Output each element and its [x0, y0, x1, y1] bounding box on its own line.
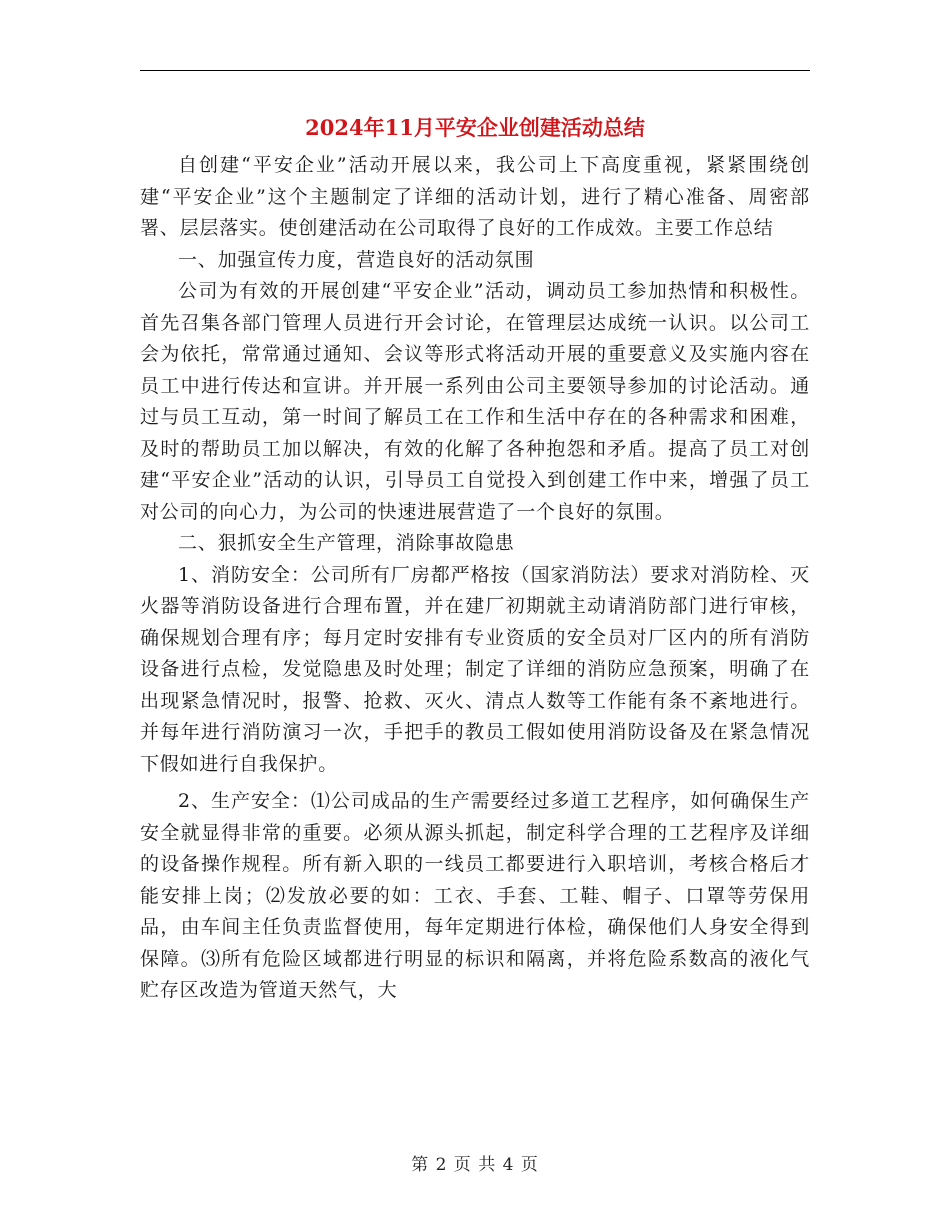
page-number: 第 2 页 共 4 页 [411, 1155, 539, 1175]
body-paragraph: 1、消防安全：公司所有厂房都严格按（国家消防法）要求对消防栓、灭火器等消防设备进行合理布置，并在建厂初期就主动请消防部门进行审核，确保规划合理有序；每月定时安排有专业资质的安全员对厂区内的所有消防设备进行点检，发觉隐患及时处理；制定了详细的消防应急预案，明确了在出现紧急情况时，报警、抢救、灭火、清点人数等工作能有条不紊地进行。并每年进行消防演习一次，手把手的教员工假如使用消防设备及在紧急情况下假如进行自我保护。 [140, 563, 810, 775]
body-paragraph: 公司为有效的开展创建“平安企业”活动，调动员工参加热情和积极性。首先召集各部门管理人员进行开会讨论，在管理层达成统一认识。以公司工会为依托，常常通过通知、会议等形式将活动开展的重要意义及实施内容在员工中进行传达和宣讲。并开展一系列由公司主要领导参加的讨论活动。通过与员工互动，第一时间了解员工在工作和生活中存在的各种需求和困难，及时的帮助员工加以解决，有效的化解了各种抱怨和矛盾。提高了员工对创建“平安企业”活动的认识，引导员工自觉投入到创建工作中来，增强了员工对公司的向心力，为公司的快速进展营造了一个良好的氛围。 [140, 280, 810, 523]
document-title: 2024年11月平安企业创建活动总结 [305, 115, 645, 140]
header-rule [140, 70, 810, 71]
document-body [140, 150, 810, 1007]
body-paragraph: 2、生产安全：⑴公司成品的生产需要经过多道工艺程序，如何确保生产安全就显得非常的重要。必须从源头抓起，制定科学合理的工艺程序及详细的设备操作规程。所有新入职的一线员工都要进行入职培训，考核合格后才能安排上岗；⑵发放必要的如：工衣、手套、工鞋、帽子、口罩等劳保用品，由车间主任负责监督使用，每年定期进行体检，确保他们人身安全得到保障。⑶所有危险区域都进行明显的标识和隔离，并将危险系数高的液化气贮存区改造为管道天然气，大 [140, 790, 810, 1001]
section-heading-1: 一、加强宣传力度，营造良好的活动氛围 [178, 248, 535, 271]
section-heading-2: 二、狠抓安全生产管理，消除事故隐患 [178, 532, 515, 554]
intro-paragraph: 自创建“平安企业”活动开展以来，我公司上下高度重视，紧紧围绕创建“平安企业”这个主题制定了详细的活动计划，进行了精心准备、周密部署、层层落实。使创建活动在公司取得了良好的工作成效。主要工作总结 [140, 154, 810, 239]
